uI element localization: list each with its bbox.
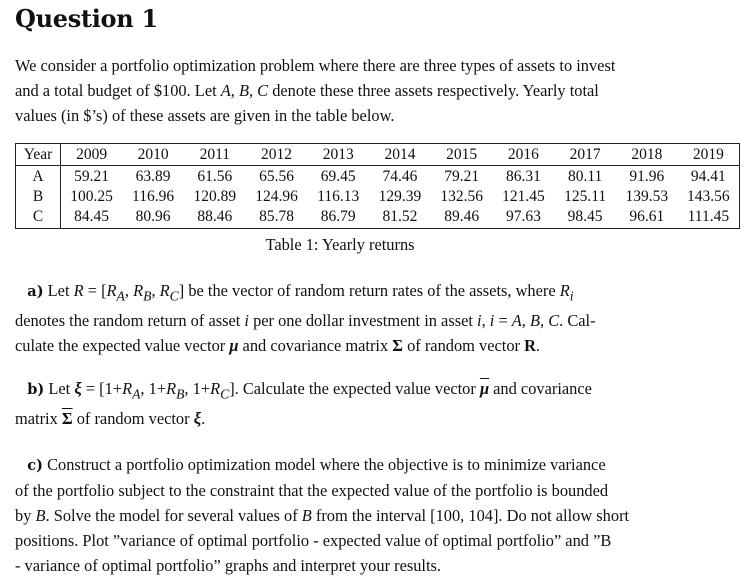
table-header-cell: 2009: [61, 144, 123, 166]
table-header-cell: 2017: [554, 144, 616, 166]
table-header-cell: Year: [16, 144, 61, 166]
table-row-asset-a: [16, 166, 740, 187]
part-a-text: per one dollar investment in asset: [248, 311, 478, 331]
table-cell: 80.11: [567, 168, 603, 185]
table-cell: 91.96: [629, 168, 665, 185]
math-symbol: R: [559, 281, 570, 300]
table-header-cell: 2013: [307, 144, 369, 166]
table-header-cell: 2019: [678, 144, 740, 166]
table-cell: 116.13: [317, 188, 360, 205]
part-a-text: ,: [124, 281, 134, 300]
table-cell: 79.21: [444, 168, 480, 185]
mu-bar-symbol: $\overline{\mu}$: [479, 379, 490, 398]
math-symbol: R: [166, 379, 177, 398]
table-cell: 98.45: [567, 208, 603, 225]
table-cell: 143.56: [687, 188, 730, 205]
part-b-text: = [1+: [81, 379, 123, 398]
math-subscript: B: [143, 288, 152, 304]
mu-symbol: μ: [229, 336, 239, 356]
table-header-cell: 2015: [431, 144, 493, 166]
table-cell: C: [16, 206, 61, 229]
part-a-text: culate the expected value vector: [15, 336, 230, 356]
math-subscript: B: [176, 386, 185, 402]
xi-symbol: ξ: [193, 409, 202, 429]
table-cell: 125.11: [564, 188, 607, 205]
intro-line-2b: denote these three assets respectively. Yearly total: [268, 81, 599, 100]
table-cell: A: [16, 166, 61, 187]
math-symbol: R: [73, 281, 84, 300]
table-cell: 86.79: [320, 208, 356, 225]
math-symbol: A, B, C: [511, 311, 560, 331]
part-a-text: ] be the vector of random return rates of the assets, where: [178, 281, 560, 300]
part-a-text: =: [494, 311, 512, 331]
table-header-cell: 2016: [493, 144, 555, 166]
table-cell: 74.46: [382, 168, 418, 185]
part-b-text: ]. Calculate the expected value vector: [229, 379, 480, 398]
part-a-text: of random vector: [403, 336, 525, 356]
table-cell: 120.89: [193, 188, 237, 205]
part-a-text: ,: [481, 311, 490, 331]
table-row-asset-c: [16, 206, 740, 229]
part-a-text: denotes the random return of asset: [15, 311, 245, 331]
math-symbol: R: [106, 281, 117, 300]
math-symbol: i: [244, 311, 249, 331]
table-cell: 132.56: [440, 188, 483, 205]
part-c-text: from the interval [100, 104]. Do not allow short: [311, 506, 630, 525]
part-c-text: . Solve the model for several values of: [45, 506, 302, 525]
table-cell: 80.96: [135, 208, 171, 225]
table-cell: 129.39: [378, 188, 422, 205]
table-cell: 124.96: [255, 188, 298, 205]
table-header-cell: 2014: [369, 144, 431, 166]
table-cell: 88.46: [197, 208, 233, 225]
part-b-text: .: [201, 409, 206, 429]
math-symbol: R: [133, 281, 144, 300]
math-subscript: C: [169, 288, 179, 304]
table-header-cell: 2011: [184, 144, 246, 166]
math-symbol: R: [122, 379, 133, 398]
part-a-paragraph: [15, 278, 675, 358]
table-cell: B: [16, 186, 61, 206]
part-a-text: . Cal-: [559, 311, 596, 331]
math-symbol: i: [489, 311, 495, 331]
yearly-values-table: [15, 143, 740, 229]
table-cell: 97.63: [505, 208, 541, 225]
part-c-text: by: [15, 506, 36, 525]
part-a-text: = [: [83, 281, 107, 300]
table-cell: 81.52: [382, 208, 418, 225]
table-cell: 89.46: [444, 208, 480, 225]
table-header-cell: 2012: [246, 144, 308, 166]
part-c-label: c): [27, 457, 43, 474]
math-subscript: A: [132, 386, 141, 402]
intro-line-2a: and a total budget of $100. Let: [15, 81, 221, 100]
table-cell: 100.25: [70, 188, 113, 205]
table-cell: 96.61: [629, 208, 665, 225]
part-b-text: , 1+: [140, 379, 167, 398]
math-symbol: R: [159, 281, 170, 300]
part-a-text: ,: [151, 281, 160, 300]
table-cell: 59.21: [74, 168, 110, 185]
sigma-bar-symbol: $\overline{\Sigma}$: [61, 409, 73, 429]
intro-paragraph: [15, 53, 675, 128]
part-a-text: .: [535, 336, 541, 356]
table-cell: 85.78: [259, 208, 294, 225]
table-cell: 139.53: [625, 188, 669, 205]
part-a-text: Let: [43, 281, 74, 300]
part-c-text: - variance of optimal portfolio” graphs and interpret your results.: [15, 556, 442, 575]
part-b-text: , 1+: [184, 379, 211, 398]
table-header-row: [16, 144, 740, 166]
part-b-text: matrix: [15, 409, 62, 429]
table-cell: 69.45: [320, 168, 356, 185]
math-symbol: R: [210, 379, 221, 398]
math-symbol: i: [477, 311, 482, 331]
table-caption: Table 1: Yearly returns: [265, 235, 415, 254]
sigma-symbol: Σ: [392, 336, 403, 356]
intro-line-1: We consider a portfolio optimization problem where there are three types of assets to invest: [15, 56, 616, 75]
xi-symbol: ξ: [74, 379, 82, 398]
part-b-text: of random vector: [72, 409, 194, 429]
part-a-text: and covariance matrix: [238, 336, 393, 356]
part-b-label: b): [27, 381, 45, 398]
table-cell: 63.89: [135, 168, 171, 185]
table-cell: 61.56: [197, 168, 233, 185]
math-subscript: A: [116, 288, 125, 304]
math-symbol: R: [524, 336, 536, 356]
part-c-paragraph: [15, 452, 675, 578]
table-header-cell: 2010: [122, 144, 184, 166]
table-cell: 86.31: [505, 168, 541, 185]
part-b-text: and covariance: [489, 379, 592, 398]
math-subscript: C: [220, 386, 230, 402]
part-b-paragraph: [15, 376, 675, 431]
intro-assets: A, B, C: [220, 81, 269, 100]
math-symbol: B: [301, 506, 312, 525]
part-c-text: of the portfolio subject to the constraint that the expected value of the portfolio is bounded: [15, 481, 609, 500]
table-header-cell: 2018: [616, 144, 678, 166]
part-a-label: a): [27, 283, 44, 300]
part-c-text: positions. Plot ”variance of optimal portfolio - expected value of optimal portfolio” and ”B: [15, 531, 612, 550]
table-cell: 84.45: [74, 208, 110, 225]
table-cell: 116.96: [132, 188, 175, 205]
question-heading: Question 1: [15, 4, 158, 33]
part-b-text: Let: [44, 379, 75, 398]
math-subscript: i: [569, 288, 574, 304]
table-cell: 121.45: [502, 188, 545, 205]
table-cell: 94.41: [690, 168, 726, 185]
table-row-asset-b: [16, 186, 740, 206]
table-cell: 111.45: [687, 208, 730, 225]
math-symbol: B: [35, 506, 46, 525]
table-cell: 65.56: [259, 168, 294, 185]
part-c-text: Construct a portfolio optimization model where the objective is to minimize variance: [43, 455, 606, 474]
intro-line-3: values (in $’s) of these assets are given in the table below.: [15, 106, 395, 125]
